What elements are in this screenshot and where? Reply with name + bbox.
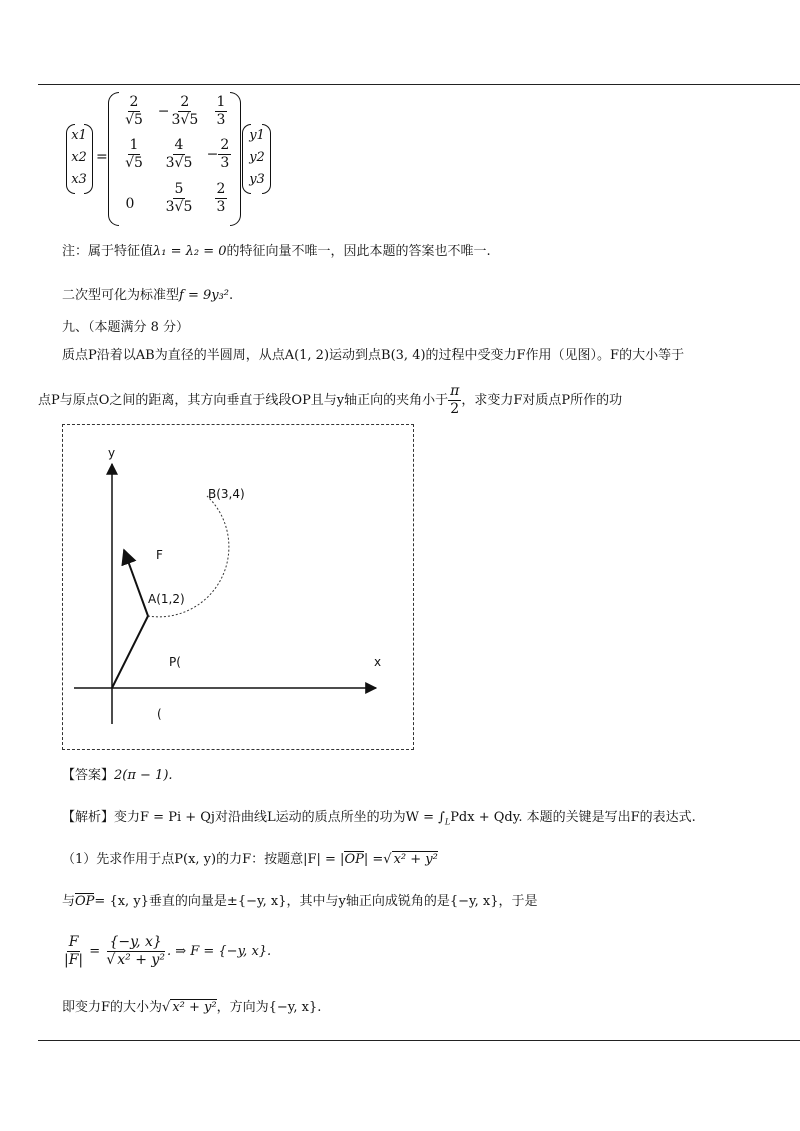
step1-line: （1）先求作用于点P(x, y)的力F：按题意|F| = |OP| =√ x² + y² [62, 852, 438, 867]
rhs-y2: y2 [249, 150, 265, 165]
m22: $\frac{4}{3√5}$ [165, 137, 193, 171]
problem-line-2: 点P与原点O之间的距离，其方向垂直于线段OP且与y轴正向的夹角小于 $\frac{\pi}{2}$ ，求变力F对质点P所作的功 [38, 383, 623, 417]
segment-op [112, 616, 148, 688]
figure-svg [62, 424, 414, 750]
analysis-line: 【解析】变力F = Pi + Qj对沿曲线L运动的质点所坐的功为$W = \int_LPdx$ + Qdy. 本题的关键是写出F的表达式. [62, 810, 696, 827]
label-p: P( [169, 655, 181, 669]
m21: $\frac{1}{√5}$ [125, 137, 143, 171]
note-line: 注：属于特征值λ₁ = λ₂ = 0的特征向量不唯一，因此本题的答案也不唯一. [62, 244, 491, 259]
label-origin: ( [157, 707, 162, 721]
label-x: x [374, 655, 382, 669]
bottom-rule [38, 1040, 800, 1041]
equals-sign: = [96, 149, 108, 165]
m31: 0 [125, 196, 135, 212]
force-vector [124, 550, 148, 616]
lhs-x3: x3 [71, 172, 87, 187]
problem-line-1: 质点P沿着以AB为直径的半圆周，从点A(1, 2)运动到点B(3, 4)的过程中受变力F作用（见图）。F的大小等于 [62, 348, 685, 363]
conclusion-line: 即变力F的大小为√ x² + y²，方向为{−y, x}. [62, 1000, 322, 1015]
label-y: y [108, 446, 116, 460]
m32: $\frac{5}{3√5}$ [165, 181, 193, 215]
m23: − $\frac{2}{3}$ [206, 137, 230, 171]
perp-line: 与OP= {x, y}垂直的向量是±{−y, x}，其中与y轴正向成锐角的是{−y, x}，于是 [62, 894, 538, 909]
rhs-right-paren [262, 124, 271, 194]
label-b: B(3,4) [208, 487, 245, 501]
answer-line: 【答案】2(π − 1). [62, 768, 173, 783]
m12: − $\frac{2}{3√5}$ [157, 94, 199, 128]
rhs-y3: y3 [249, 172, 265, 187]
label-a: A(1,2) [148, 592, 185, 606]
m33: $\frac{2}{3}$ [216, 181, 226, 215]
top-rule [38, 84, 800, 85]
lhs-x1: x1 [71, 128, 87, 143]
label-f: F [156, 548, 163, 562]
section-heading: 九、（本题满分 8 分） [62, 320, 190, 335]
m13: $\frac{1}{3}$ [216, 94, 226, 128]
fraction-equation: $\frac{F}{|F|}$ = $\frac{\{-y, x\}}{\text{√ x² + y²}}$ . ⇒ F = {−y, x}. [64, 934, 272, 968]
rhs-y1: y1 [249, 128, 265, 143]
m11: $\frac{2}{√5}$ [125, 94, 143, 128]
standard-form-line: 二次型可化为标准型f = 9y₃². [62, 288, 234, 303]
lhs-x2: x2 [71, 150, 87, 165]
lhs-right-paren [84, 124, 93, 194]
